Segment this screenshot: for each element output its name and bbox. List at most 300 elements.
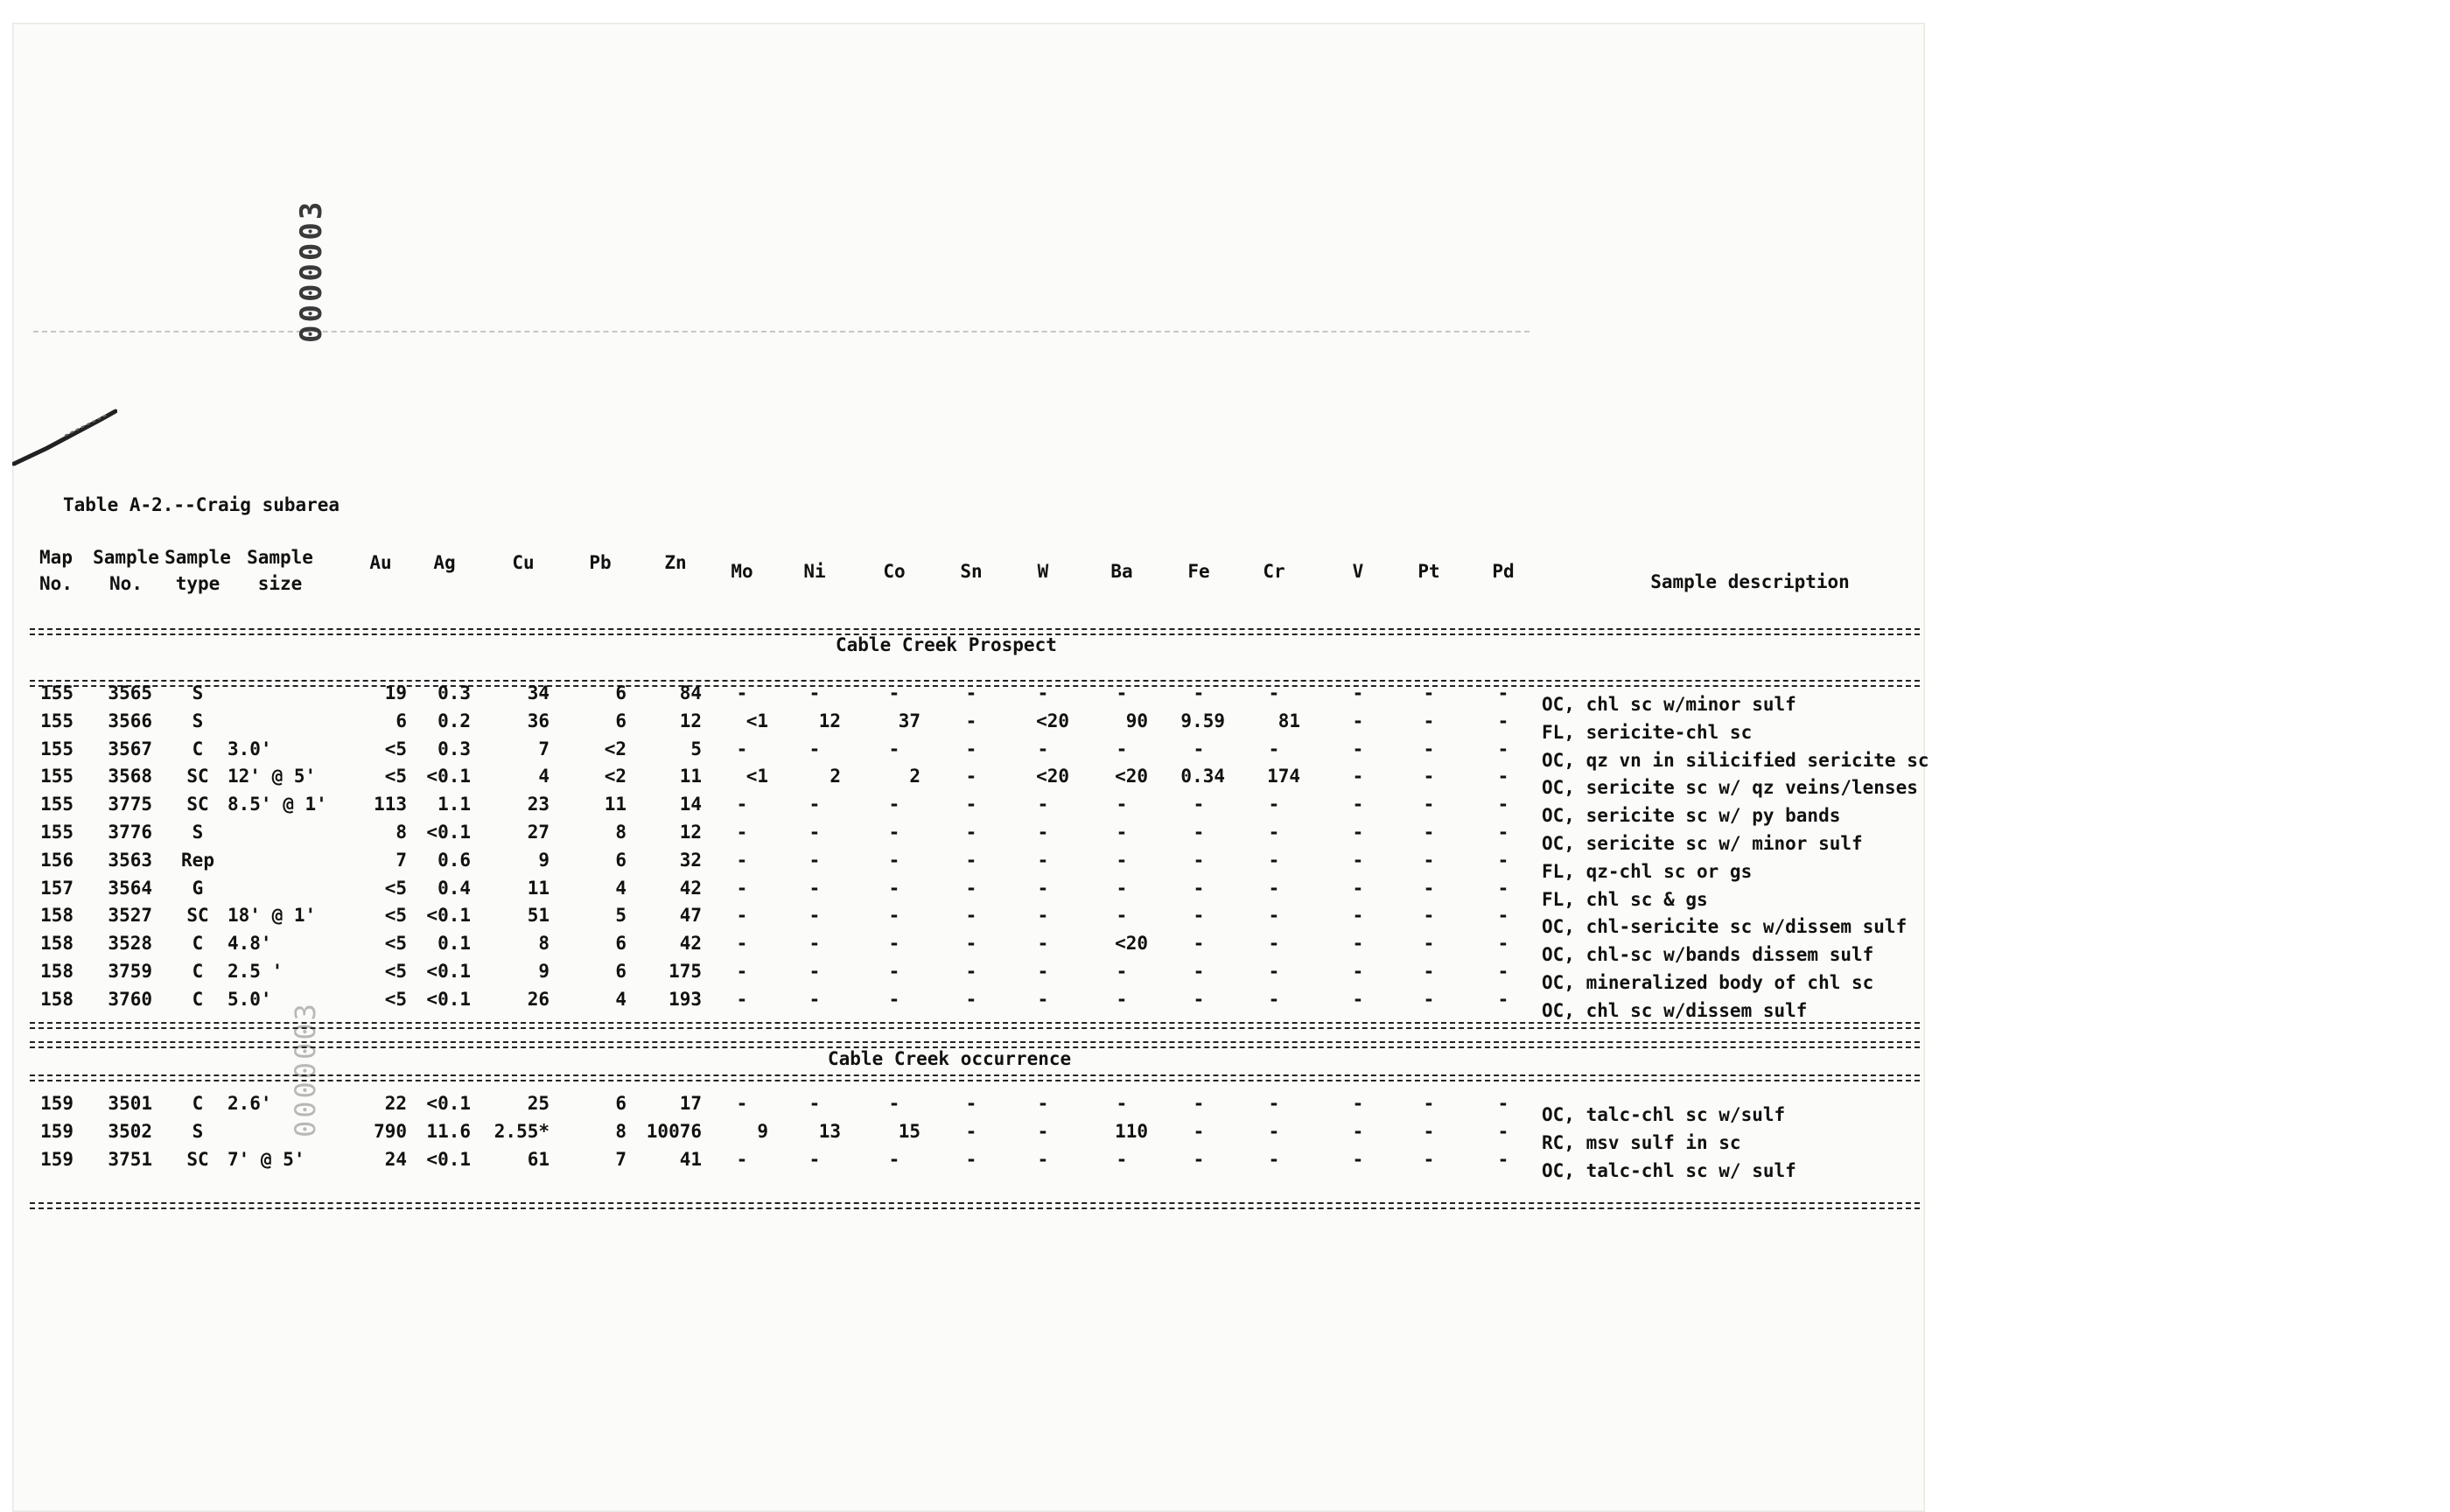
cell-mo: <1 [746,710,768,732]
cell-co: - [888,877,900,899]
cell-map-no: 155 [40,738,74,760]
cell-pt: - [1423,822,1435,843]
cell-cu: 61 [527,1148,550,1170]
cell-sample-size: 18' @ 1' [228,905,317,927]
cell-ag: 1.1 [438,794,471,816]
cell-co: - [888,988,900,1010]
cell-cu: 9 [538,849,550,871]
cell-w: - [1037,682,1049,704]
cell-mo: - [736,738,748,760]
cell-ag: 11.6 [426,1120,471,1142]
cell-sample-no: 3751 [108,1148,152,1170]
cell-ag: <0.1 [426,961,471,982]
cell-ba: - [1116,1148,1128,1170]
cell-sample-description: OC, chl-sericite sc w/dissem sulf [1542,916,1908,938]
cell-ba: - [1116,1093,1128,1114]
cell-cr: - [1268,682,1280,704]
header-sample-size [228,544,332,597]
cell-au: 113 [374,794,407,816]
cell-sample-description: OC, qz vn in silicified sericite sc [1542,749,1929,771]
cell-co: - [888,738,900,760]
cell-pb: 6 [615,961,626,982]
section-rule-bottom [30,1074,1920,1082]
cell-sample-type: S [192,682,204,704]
cell-au: <5 [384,738,407,760]
cell-ba: <20 [1115,766,1148,788]
cell-cu: 7 [538,738,550,760]
cell-ag: <0.1 [426,822,471,843]
header-au: Au [369,552,392,573]
cell-pd: - [1497,738,1509,760]
cell-sample-type: S [192,710,204,732]
cell-w: - [1037,794,1049,816]
header-map-no-line2: No. [39,573,73,594]
cell-map-no: 158 [40,905,74,927]
cell-zn: 5 [690,738,702,760]
cell-sample-no: 3502 [108,1120,152,1142]
cell-sample-type: G [192,877,204,899]
cell-v: - [1352,1120,1364,1142]
cell-map-no: 159 [40,1093,74,1114]
cell-v: - [1352,988,1364,1010]
cell-pb: 5 [615,905,626,927]
header-sample-description: Sample description [1650,571,1850,592]
cell-w: - [1037,961,1049,982]
cell-map-no: 155 [40,710,74,732]
header-sample-no-line2: No. [109,573,143,594]
cell-ba: - [1116,794,1128,816]
cell-w: <20 [1036,710,1069,732]
table-row [0,708,2450,743]
cell-mo: <1 [746,766,768,788]
cell-au: <5 [384,988,407,1010]
cell-cr: 81 [1278,710,1300,732]
cell-mo: - [736,961,748,982]
cell-au: <5 [384,905,407,927]
header-sample-size-line1: Sample [247,547,313,568]
cell-mo: - [736,933,748,955]
cell-pt: - [1423,1093,1435,1114]
cell-pt: - [1423,988,1435,1010]
cell-sample-type: S [192,822,204,843]
table-row [0,680,2450,715]
cell-fe: - [1193,822,1205,843]
cell-sample-description: OC, mineralized body of chl sc [1542,972,1874,993]
cell-sn: - [965,682,977,704]
cell-fe: - [1193,1093,1205,1114]
cell-pb: 6 [615,849,626,871]
cell-zn: 41 [679,1148,702,1170]
header-sn: Sn [960,561,983,582]
cell-co: - [888,849,900,871]
cell-sample-size: 3.0' [228,738,272,760]
cell-mo: - [736,849,748,871]
cell-au: <5 [384,961,407,982]
cell-ag: 0.3 [438,682,471,704]
cell-map-no: 158 [40,933,74,955]
cell-v: - [1352,933,1364,955]
cell-cr: - [1268,961,1280,982]
header-sample-size-line2: size [257,573,303,594]
cell-sample-description: RC, msv sulf in sc [1542,1131,1741,1153]
cell-map-no: 155 [40,682,74,704]
cell-map-no: 159 [40,1148,74,1170]
table-row [0,1090,2450,1125]
cell-ni: - [808,933,821,955]
header-cu: Cu [512,552,535,573]
cell-au: <5 [384,766,407,788]
cell-map-no: 155 [40,822,74,843]
cell-v: - [1352,1148,1364,1170]
cell-mo: - [736,682,748,704]
cell-sample-description: OC, sericite sc w/ minor sulf [1542,833,1863,854]
cell-ni: - [808,794,821,816]
cell-co: - [888,682,900,704]
cell-ni: 13 [818,1120,841,1142]
cell-cr: - [1268,738,1280,760]
cell-pb: 7 [615,1148,626,1170]
cell-w: - [1037,822,1049,843]
table-row [0,958,2450,993]
table-row [0,736,2450,771]
cell-au: 6 [396,710,407,732]
cell-pt: - [1423,1148,1435,1170]
cell-co: - [888,822,900,843]
cell-co: - [888,933,900,955]
cell-pt: - [1423,794,1435,816]
cell-pt: - [1423,961,1435,982]
cell-au: 7 [396,849,407,871]
cell-pb: 6 [615,710,626,732]
cell-ag: 0.4 [438,877,471,899]
cell-fe: - [1193,849,1205,871]
cell-sample-description: FL, chl sc & gs [1542,888,1708,910]
table-row [0,791,2450,827]
cell-map-no: 156 [40,849,74,871]
table-row [0,819,2450,854]
cell-ba: - [1116,682,1128,704]
cell-pt: - [1423,682,1435,704]
cell-mo: - [736,877,748,899]
cell-ni: - [808,877,821,899]
cell-cu: 11 [527,877,550,899]
header-ag: Ag [433,552,456,573]
cell-mo: - [736,822,748,843]
table-row [0,930,2450,966]
cell-sample-description: FL, sericite-chl sc [1542,721,1753,743]
cell-pd: - [1497,1120,1509,1142]
document-id-stamp-faded: 0000003 [289,1001,322,1138]
header-cr: Cr [1263,561,1285,582]
cell-fe: - [1193,1120,1205,1142]
cell-cu: 26 [527,988,550,1010]
cell-au: 8 [396,822,407,843]
cell-pd: - [1497,988,1509,1010]
cell-pt: - [1423,905,1435,927]
cell-sample-no: 3776 [108,822,152,843]
cell-pd: - [1497,1148,1509,1170]
cell-map-no: 158 [40,961,74,982]
cell-sample-type: S [192,1120,204,1142]
cell-zn: 42 [679,933,702,955]
cell-ba: - [1116,849,1128,871]
cell-fe: - [1193,794,1205,816]
cell-pb: 11 [604,794,626,816]
cell-pb: <2 [604,738,626,760]
cell-sample-size: 12' @ 5' [228,766,317,788]
table-row [0,902,2450,938]
cell-cr: - [1268,1093,1280,1114]
cell-w: - [1037,1093,1049,1114]
header-sample-type-line2: type [175,573,220,594]
cell-pd: - [1497,1093,1509,1114]
header-pb: Pb [589,552,612,573]
header-ni: Ni [803,561,826,582]
cell-cr: - [1268,1148,1280,1170]
cell-ni: 2 [830,766,841,788]
header-sample-type-line1: Sample [164,547,231,568]
cell-ba: - [1116,738,1128,760]
document-id-stamp: 0000003 [294,199,329,343]
cell-ni: - [808,682,821,704]
cell-pb: 6 [615,682,626,704]
cell-cu: 51 [527,905,550,927]
cell-pd: - [1497,682,1509,704]
cell-zn: 14 [679,794,702,816]
cell-sn: - [965,905,977,927]
cell-sample-no: 3566 [108,710,152,732]
cell-sample-size: 2.5 ' [228,961,284,982]
cell-map-no: 159 [40,1120,74,1142]
header-w: W [1037,561,1049,582]
cell-sample-no: 3501 [108,1093,152,1114]
cell-pb: 4 [615,877,626,899]
section-title: Cable Creek Prospect [836,634,1057,655]
table-row [0,763,2450,799]
cell-sample-type: Rep [181,849,214,871]
cell-w: - [1037,738,1049,760]
cell-pb: <2 [604,766,626,788]
cell-map-no: 157 [40,877,74,899]
cell-ni: 12 [818,710,841,732]
cell-sample-no: 3564 [108,877,152,899]
cell-sample-type: SC [186,794,209,816]
cell-co: - [888,1148,900,1170]
cell-cr: - [1268,822,1280,843]
cell-co: - [888,794,900,816]
cell-mo: - [736,988,748,1010]
cell-fe: - [1193,961,1205,982]
faint-header-rule [33,331,1530,332]
cell-ba: 110 [1115,1120,1148,1142]
cell-cr: - [1268,988,1280,1010]
cell-w: - [1037,849,1049,871]
cell-pb: 8 [615,1120,626,1142]
cell-fe: - [1193,933,1205,955]
cell-zn: 12 [679,710,702,732]
cell-v: - [1352,738,1364,760]
section-title: Cable Creek occurrence [828,1048,1072,1069]
cell-mo: - [736,794,748,816]
section-rule-end [30,1022,1920,1029]
cell-cu: 25 [527,1093,550,1114]
cell-sample-no: 3563 [108,849,152,871]
cell-ni: - [808,738,821,760]
cell-sample-description: OC, sericite sc w/ qz veins/lenses [1542,777,1918,799]
cell-w: - [1037,1148,1049,1170]
cell-sample-description: OC, chl sc w/dissem sulf [1542,999,1808,1021]
cell-sample-type: SC [186,905,209,927]
cell-sample-no: 3527 [108,905,152,927]
cell-sample-no: 3567 [108,738,152,760]
cell-zn: 42 [679,877,702,899]
cell-cr: - [1268,794,1280,816]
cell-v: - [1352,961,1364,982]
cell-sample-description: OC, sericite sc w/ py bands [1542,805,1841,827]
cell-sn: - [965,1120,977,1142]
cell-ba: - [1116,988,1128,1010]
cell-pt: - [1423,710,1435,732]
cell-zn: 10076 [646,1120,702,1142]
cell-mo: 9 [757,1120,768,1142]
cell-sample-no: 3759 [108,961,152,982]
table-row [0,875,2450,910]
cell-sample-type: C [192,961,204,982]
cell-v: - [1352,877,1364,899]
cell-ag: <0.1 [426,1148,471,1170]
cell-zn: 84 [679,682,702,704]
cell-ag: 0.2 [438,710,471,732]
cell-pt: - [1423,1120,1435,1142]
cell-w: - [1037,877,1049,899]
cell-sn: - [965,849,977,871]
cell-ba: <20 [1115,933,1148,955]
cell-cu: 4 [538,766,550,788]
cell-pd: - [1497,933,1509,955]
cell-cu: 9 [538,961,550,982]
cell-pb: 4 [615,988,626,1010]
cell-pt: - [1423,738,1435,760]
cell-co: 37 [898,710,920,732]
section-rule-top [30,1041,1920,1048]
cell-sample-no: 3528 [108,933,152,955]
cell-sn: - [965,961,977,982]
cell-fe: 0.34 [1180,766,1225,788]
cell-co: - [888,961,900,982]
cell-v: - [1352,766,1364,788]
cell-zn: 11 [679,766,702,788]
cell-cr: - [1268,933,1280,955]
cell-ag: 0.1 [438,933,471,955]
cell-mo: - [736,1148,748,1170]
cell-cr: - [1268,849,1280,871]
cell-ni: - [808,1148,821,1170]
cell-cu: 2.55* [494,1120,550,1142]
cell-w: - [1037,905,1049,927]
cell-pd: - [1497,794,1509,816]
cell-v: - [1352,822,1364,843]
cell-co: - [888,1093,900,1114]
cell-sample-size: 4.8' [228,933,272,955]
cell-cu: 8 [538,933,550,955]
cell-sample-type: C [192,1093,204,1114]
cell-pb: 6 [615,933,626,955]
cell-zn: 17 [679,1093,702,1114]
cell-ni: - [808,822,821,843]
cell-pd: - [1497,905,1509,927]
cell-map-no: 155 [40,794,74,816]
cell-cr: - [1268,877,1280,899]
cell-ag: <0.1 [426,988,471,1010]
cell-pt: - [1423,766,1435,788]
cell-ba: - [1116,822,1128,843]
cell-ni: - [808,988,821,1010]
cell-w: <20 [1036,766,1069,788]
cell-w: - [1037,933,1049,955]
cell-v: - [1352,682,1364,704]
cell-sn: - [965,794,977,816]
cell-sample-type: SC [186,766,209,788]
cell-ag: 0.3 [438,738,471,760]
cell-sample-type: SC [186,1148,209,1170]
cell-zn: 47 [679,905,702,927]
cell-sn: - [965,710,977,732]
cell-w: - [1037,988,1049,1010]
cell-sn: - [965,877,977,899]
cell-fe: - [1193,682,1205,704]
cell-cu: 27 [527,822,550,843]
cell-sn: - [965,933,977,955]
cell-sample-description: OC, chl-sc w/bands dissem sulf [1542,944,1874,966]
cell-fe: - [1193,905,1205,927]
cell-cr: - [1268,905,1280,927]
cell-fe: - [1193,877,1205,899]
scan-smudge-mark [12,376,117,472]
cell-ni: - [808,961,821,982]
header-co: Co [883,561,906,582]
cell-pd: - [1497,822,1509,843]
cell-sample-description: FL, qz-chl sc or gs [1542,860,1753,882]
cell-au: <5 [384,933,407,955]
cell-ag: <0.1 [426,1093,471,1114]
cell-cu: 36 [527,710,550,732]
cell-sample-description: OC, talc-chl sc w/ sulf [1542,1159,1796,1181]
cell-pd: - [1497,710,1509,732]
cell-map-no: 155 [40,766,74,788]
cell-cu: 23 [527,794,550,816]
header-fe: Fe [1187,561,1210,582]
cell-au: <5 [384,877,407,899]
cell-sn: - [965,1093,977,1114]
table-row [0,1118,2450,1153]
cell-au: 22 [384,1093,407,1114]
cell-sample-type: C [192,933,204,955]
cell-ba: - [1116,877,1128,899]
header-pd: Pd [1492,561,1515,582]
cell-sample-size: 8.5' @ 1' [228,794,327,816]
cell-ba: - [1116,961,1128,982]
cell-pb: 6 [615,1093,626,1114]
cell-sample-no: 3760 [108,988,152,1010]
cell-sample-no: 3775 [108,794,152,816]
header-v: V [1352,561,1364,582]
cell-v: - [1352,794,1364,816]
cell-au: 19 [384,682,407,704]
cell-cr: 174 [1267,766,1300,788]
cell-fe: 9.59 [1180,710,1225,732]
cell-sn: - [965,988,977,1010]
header-sample-no-line1: Sample [93,547,159,568]
